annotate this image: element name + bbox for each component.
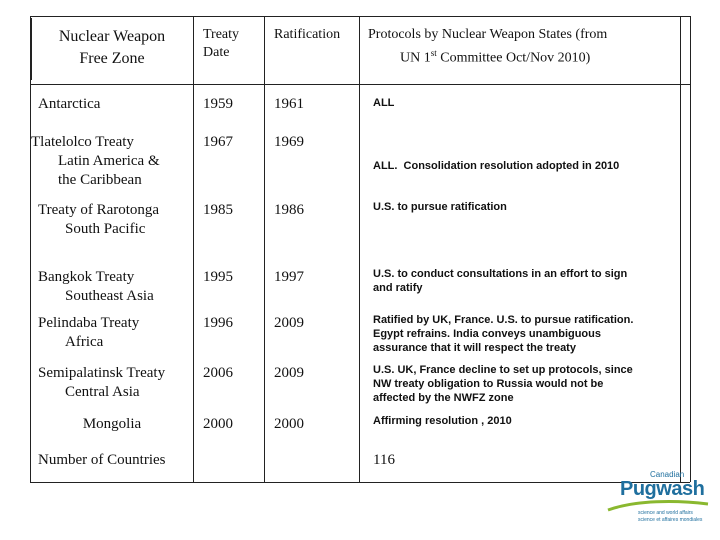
zone-line: the Caribbean (58, 172, 142, 188)
header-zone-line1: Nuclear Weapon (58, 28, 166, 45)
zone-line: Treaty of Rarotonga (38, 202, 160, 218)
header-zone (34, 26, 190, 70)
header-treaty-date-line1: Treaty (203, 27, 240, 42)
row-protocols-tlatelolco (373, 131, 678, 201)
protocol-line: assurance that it will respect the treaty (373, 342, 576, 354)
zone-line: Central Asia (65, 384, 140, 400)
row-protocols-antarctica (373, 96, 678, 110)
row-ratification-antarctica: 1961 (274, 96, 304, 112)
pugwash-logo (606, 470, 710, 530)
protocol-line: U.S. UK, France decline to set up protocols, since (373, 364, 633, 376)
header-protocols (368, 26, 678, 68)
row-date-mongolia: 2000 (203, 416, 233, 432)
zone-line: Mongolia (82, 416, 142, 432)
row-date-tlatelolco: 1967 (203, 134, 233, 150)
protocol-line: Ratified by UK, France. U.S. to pursue ratification. (373, 314, 634, 326)
protocol-line: and ratify (373, 282, 423, 294)
row-date-bangkok: 1995 (203, 269, 233, 285)
zone-line: Bangkok Treaty (38, 269, 135, 285)
row-date-rarotonga: 1985 (203, 202, 233, 218)
zone-line: Antarctica (38, 96, 101, 112)
row-zone-antarctica (38, 95, 190, 114)
zone-line: South Pacific (65, 221, 146, 237)
protocol-line: NW treaty obligation to Russia would not be (373, 378, 604, 390)
row-ratification-tlatelolco: 1969 (274, 134, 304, 150)
row-date-semipalatinsk: 2006 (203, 365, 233, 381)
row-date-pelindaba: 1996 (203, 315, 233, 331)
zone-line: Africa (65, 334, 104, 350)
footer-label: Number of Countries (38, 452, 166, 468)
row-protocols-bangkok (373, 267, 678, 295)
row-date-antarctica: 1959 (203, 96, 233, 112)
row-zone-mongolia (34, 415, 190, 434)
row-ratification-semipalatinsk: 2009 (274, 365, 304, 381)
protocol-line: Egypt refrains. India conveys unambiguous (373, 328, 601, 340)
zone-line: Latin America & (58, 153, 160, 169)
row-zone-rarotonga (38, 201, 194, 239)
protocol-line: U.S. to pursue ratification (373, 201, 507, 213)
footer-count: 116 (373, 452, 395, 468)
row-protocols-semipalatinsk (373, 363, 678, 405)
zone-line: Southeast Asia (65, 288, 154, 304)
zone-line: Pelindaba Treaty (38, 315, 140, 331)
row-zone-tlatelolco (31, 133, 191, 190)
row-ratification-mongolia: 2000 (274, 416, 304, 432)
protocol-line: U.S. to conduct consultations in an effort to sign (373, 268, 628, 280)
header-treaty-date-line2: Date (203, 45, 230, 60)
protocol-line: affected by the NWFZ zone (373, 392, 514, 404)
header-ratification: Ratification (274, 27, 341, 42)
header-protocols-line2-post: Committee Oct/Nov 2010) (436, 50, 591, 66)
row-protocols-pelindaba (373, 313, 678, 355)
row-ratification-pelindaba: 2009 (274, 315, 304, 331)
zone-line: Tlatelolco Treaty (31, 134, 134, 150)
row-protocols-mongolia (373, 414, 678, 428)
logo-canadian: Canadian (650, 470, 685, 479)
logo-tagline-1: science and world affairs (638, 510, 693, 516)
protocol-line: ALL (373, 97, 395, 109)
protocol-line: Affirming resolution , 2010 (373, 415, 512, 427)
row-zone-semipalatinsk (38, 364, 190, 402)
protocol-line: ALL. Consolidation resolution adopted in 2010 (373, 160, 620, 172)
zone-line: Semipalatinsk Treaty (38, 365, 166, 381)
header-protocols-line2 (368, 44, 678, 68)
logo-tagline-2: science et affaires mondiales (638, 517, 703, 523)
header-protocols-line2-pre: UN 1 (400, 50, 431, 66)
header-zone-line2: Free Zone (79, 50, 145, 67)
row-protocols-rarotonga (373, 200, 678, 214)
row-ratification-bangkok: 1997 (274, 269, 304, 285)
header-protocols-line2-sup: st (430, 48, 437, 58)
row-zone-pelindaba (38, 314, 190, 352)
row-ratification-rarotonga: 1986 (274, 202, 304, 218)
header-treaty-date (203, 26, 263, 62)
row-zone-bangkok (38, 268, 190, 306)
header-protocols-line1: Protocols by Nuclear Weapon States (from (368, 27, 608, 42)
logo-name: Pugwash (620, 478, 705, 500)
